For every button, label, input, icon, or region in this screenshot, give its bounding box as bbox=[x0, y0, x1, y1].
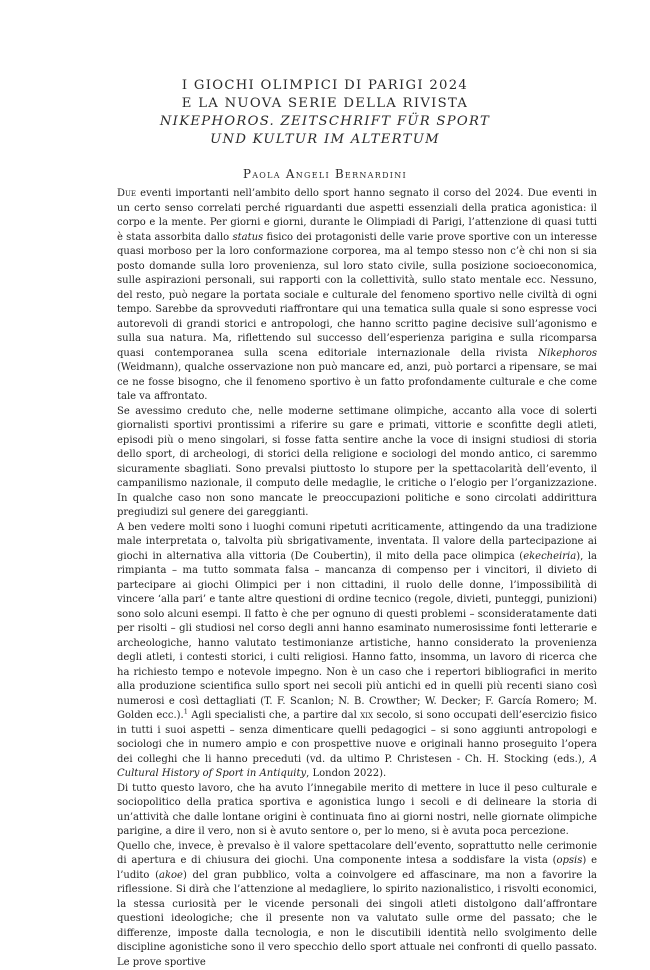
lead-word: Due bbox=[117, 188, 136, 199]
paragraph-4: Di tutto questo lavoro, che ha avuto l’innegabile merito di mettere in luce il peso culturale e sociopolitico della pratica sportiva e agonistica lungo i secoli e di delineare la storia di un’attività che dalle lontane origini è continuata fino ai giorni nostri, nelle giornate olimpiche parigine, a dire il vero, non si è avuto sentore o, per lo meno, si è avuta poca percezione. bbox=[117, 782, 597, 840]
footnote-marker[interactable]: 1 bbox=[184, 708, 188, 716]
author-name: Paola Angeli Bernardini bbox=[0, 167, 650, 181]
title-line-4: UND KULTUR IM ALTERTUM bbox=[0, 131, 650, 149]
title-line-3: NIKEPHOROS. ZEITSCHRIFT FÜR SPORT bbox=[0, 113, 650, 131]
article-title bbox=[0, 77, 650, 149]
paragraph-5: Quello che, invece, è prevalso è il valore spettacolare dell’evento, soprattutto nelle cerimonie di apertura e di chiusura dei giochi. Una componente intesa a soddisfare la vista (opsis) e l’udito (akoe) del gran pubblico, volta a coinvolgere ed affascinare, ma non a favorire la riflessione. Si dirà che l’attenzione al medagliere, lo spirito nazionalistico, i risvolti economici, la stessa curiosità per le vicende personali dei singoli atleti distolgono dall’affrontare questioni ideologiche; che il presente non va valutato sulle orme del passato; che le differenze, imposte dalla tecnologia, e non le discutibili identità nello svolgimento delle discipline agonistiche sono il vero specchio dello sport attuale nei confronti di quello passato. Le prove sportive bbox=[117, 840, 597, 970]
article-body bbox=[117, 187, 597, 970]
paragraph-3: A ben vedere molti sono i luoghi comuni ripetuti acriticamente, attingendo da una tradizione male interpretata o, talvolta più sbrigativamente, inventata. Il valore della partecipazione ai giochi in alternativa alla vittoria (De Coubertin), il mito della pace olimpica (ekecheiria), la rimpianta – ma tutto sommata falsa – mancanza di compenso per i vincitori, il divieto di partecipare ai giochi Olimpici per i non cittadini, il ruolo delle donne, l’impossibilità di vincere ‘alla pari’ e tante altre questioni di ordine tecnico (regole, divieti, punteggi, punizioni) sono solo alcuni esempi. Il fatto è che per ognuno di questi problemi – sconsideratamente dati per risolti – gli studiosi nel corso degli anni hanno esaminato numerosissime fonti letterarie e archeologiche, hanno valutato testimonianze artistiche, hanno considerato la provenienza degli atleti, i contesti storici, i culti religiosi. Hanno fatto, insomma, un lavoro di ricerca che ha richiesto tempo e notevole impegno. Non è un caso che i repertori bibliografici in merito alla produzione scientifica sullo sport nei secoli più antichi ed in quelli più recenti siano così numerosi e così dettagliati (T. F. Scanlon; N. B. Crowther; W. Decker; F. García Romero; M. Golden ecc.).$^1$ Agli specialisti che, a partire dal xix secolo, si sono occupati dell’esercizio fisico in tutti i suoi aspetti – senza dimenticare quelli pedagogici – si sono aggiunti antropologi e sociologi che in numero ampio e con prospettive nuove e originali hanno proseguito l’opera dei colleghi che li hanno preceduti (vd. da ultimo P. Christesen - Ch. H. Stocking (eds.), A Cultural History of Sport in Antiquity, London 2022). bbox=[117, 521, 597, 782]
paragraph-2: Se avessimo creduto che, nelle moderne settimane olimpiche, accanto alla voce di solerti giornalisti sportivi prontissimi a riferire su gare e primati, vittorie e sconfitte degli atleti, episodi più o meno singolari, si fosse fatta sentire anche la voce di insigni studiosi di storia dello sport, di archeologi, di storici della religione e sociologi del mondo antico, ci saremmo sicuramente sbagliati. Sono prevalsi piuttosto lo stupore per la spettacolarità dell’evento, il campanilismo nazionale, il computo delle medaglie, le critiche o l’elogio per l’organizzazione. In qualche caso non sono mancate le preoccupazioni politiche e sono circolati addirittura pregiudizi sul genere dei gareggianti. bbox=[117, 405, 597, 521]
paragraph-1: Due eventi importanti nell’ambito dello sport hanno segnato il corso del 2024. Due eventi in un certo senso correlati perché riguardanti due aspetti essenziali della pratica agonistica: il corpo e la mente. Per giorni e giorni, durante le Olimpiadi di Parigi, l’attenzione di quasi tutti è stata assorbita dallo status fisico dei protagonisti delle varie prove sportive con un interesse quasi morboso per la loro conformazione corporea, ma al tempo stesso non c’è chi non si sia posto domande sulla loro provenienza, sul loro stato civile, sulla posizione socioeconomica, sulle aspirazioni personali, sui rapporti con la collettività, sullo stato mentale ecc. Nessuno, del resto, può negare la portata sociale e culturale del fenomeno sportivo nelle civiltà di ogni tempo. Sarebbe da sprovveduti riaffrontare qui una tematica sulla quale si sono espresse voci autorevoli di grandi storici e antropologi, che hanno scritto pagine decisive sull’agonismo e sulla sua natura. Ma, riflettendo sul successo dell’esperienza parigina e sulla ricomparsa quasi contemporanea sulla scena editoriale internazionale della rivista Nikephoros (Weidmann), qualche osservazione non può mancare ed, anzi, può portarci a ripensare, se mai ce ne fosse bisogno, che il fenomeno sportivo è un fatto profondamente culturale e che come tale va affrontato. bbox=[117, 187, 597, 405]
title-line-1: I GIOCHI OLIMPICI DI PARIGI 2024 bbox=[0, 77, 650, 95]
title-line-2: E LA NUOVA SERIE DELLA RIVISTA bbox=[0, 95, 650, 113]
